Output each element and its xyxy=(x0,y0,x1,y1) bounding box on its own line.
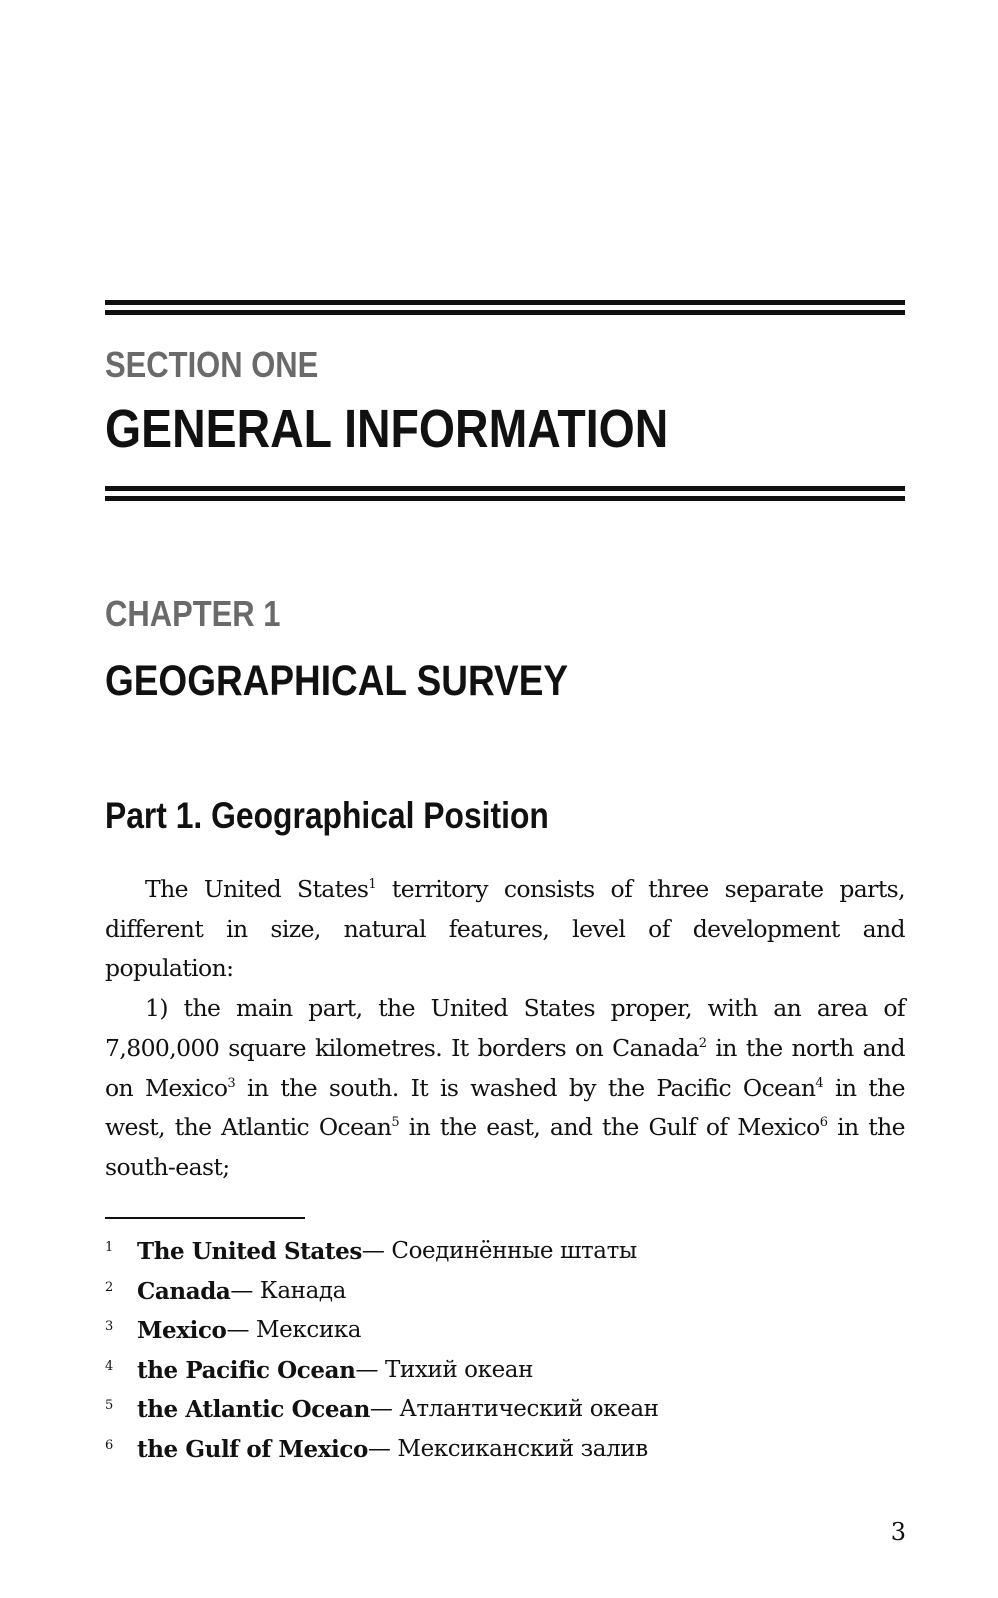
section-top-double-rule xyxy=(105,300,905,315)
text-run: in the south. It is washed by the Pacific Ocean xyxy=(235,1073,816,1102)
section-title: GENERAL INFORMATION xyxy=(105,399,669,459)
footnote-translation: — Мексика xyxy=(226,1317,362,1343)
footnote-translation: — Соединённые штаты xyxy=(361,1238,637,1264)
body-text xyxy=(105,870,905,1188)
footnote-term: Canada xyxy=(137,1277,231,1305)
footnote-number: 4 xyxy=(105,1358,113,1374)
footnote-term: The United States xyxy=(137,1238,362,1265)
footnote-item xyxy=(105,1436,905,1476)
footnote-number: 1 xyxy=(105,1240,113,1255)
footnote-number: 2 xyxy=(105,1279,113,1295)
text-run: in the west, the Atlantic Ocean xyxy=(105,1073,905,1142)
footnote-ref-4[interactable]: 4 xyxy=(815,1075,824,1091)
footnote-translation: — Тихий океан xyxy=(355,1356,534,1383)
chapter-label: CHAPTER 1 xyxy=(105,593,281,634)
text-run: territory consists of three separate parts, different in size, natural features, level of development and population: xyxy=(105,875,905,983)
chapter-title: GEOGRAPHICAL SURVEY xyxy=(105,657,569,705)
footnote-item xyxy=(105,1396,905,1436)
footnote-translation: — Канада xyxy=(230,1277,346,1304)
footnote-number: 5 xyxy=(105,1398,113,1413)
footnote-item xyxy=(105,1317,905,1357)
footnote-ref-5[interactable]: 5 xyxy=(391,1115,399,1131)
page-number: 3 xyxy=(890,1518,906,1546)
part-title: Part 1. Geographical Position xyxy=(105,795,549,836)
footnote-ref-6[interactable]: 6 xyxy=(819,1115,828,1131)
footnote-translation: — Мексиканский залив xyxy=(367,1435,648,1462)
footnote-list xyxy=(105,1238,905,1475)
footnote-item xyxy=(105,1278,905,1318)
text-run: The United States xyxy=(145,875,369,903)
text-run: in the east, and the Gulf of Mexico xyxy=(399,1113,820,1142)
section-label: SECTION ONE xyxy=(105,344,319,385)
text-run: 1) the main part, the United States proper, with an area of 7,800,000 square kilometres. It borders on Canada xyxy=(105,994,905,1062)
footnote-separator xyxy=(105,1217,305,1219)
text-run: in the north and on Mexico xyxy=(105,1033,905,1102)
footnote-term: Mexico xyxy=(137,1317,227,1344)
footnote-translation: — Атлантический океан xyxy=(369,1396,659,1422)
footnote-term: the Gulf of Mexico xyxy=(137,1435,368,1463)
footnote-ref-2[interactable]: 2 xyxy=(698,1035,707,1051)
footnote-item xyxy=(105,1238,905,1278)
footnote-term: the Atlantic Ocean xyxy=(137,1396,370,1423)
footnote-ref-3[interactable]: 3 xyxy=(227,1075,236,1091)
footnote-ref-1[interactable]: 1 xyxy=(368,877,377,892)
paragraph-2 xyxy=(105,989,905,1188)
section-bottom-double-rule xyxy=(105,486,905,501)
footnote-number: 6 xyxy=(105,1437,113,1453)
footnote-term: the Pacific Ocean xyxy=(137,1356,356,1384)
footnote-item xyxy=(105,1357,905,1397)
paragraph-1 xyxy=(105,870,905,989)
text-run: in the south-east; xyxy=(105,1113,905,1181)
footnote-number: 3 xyxy=(105,1319,113,1334)
